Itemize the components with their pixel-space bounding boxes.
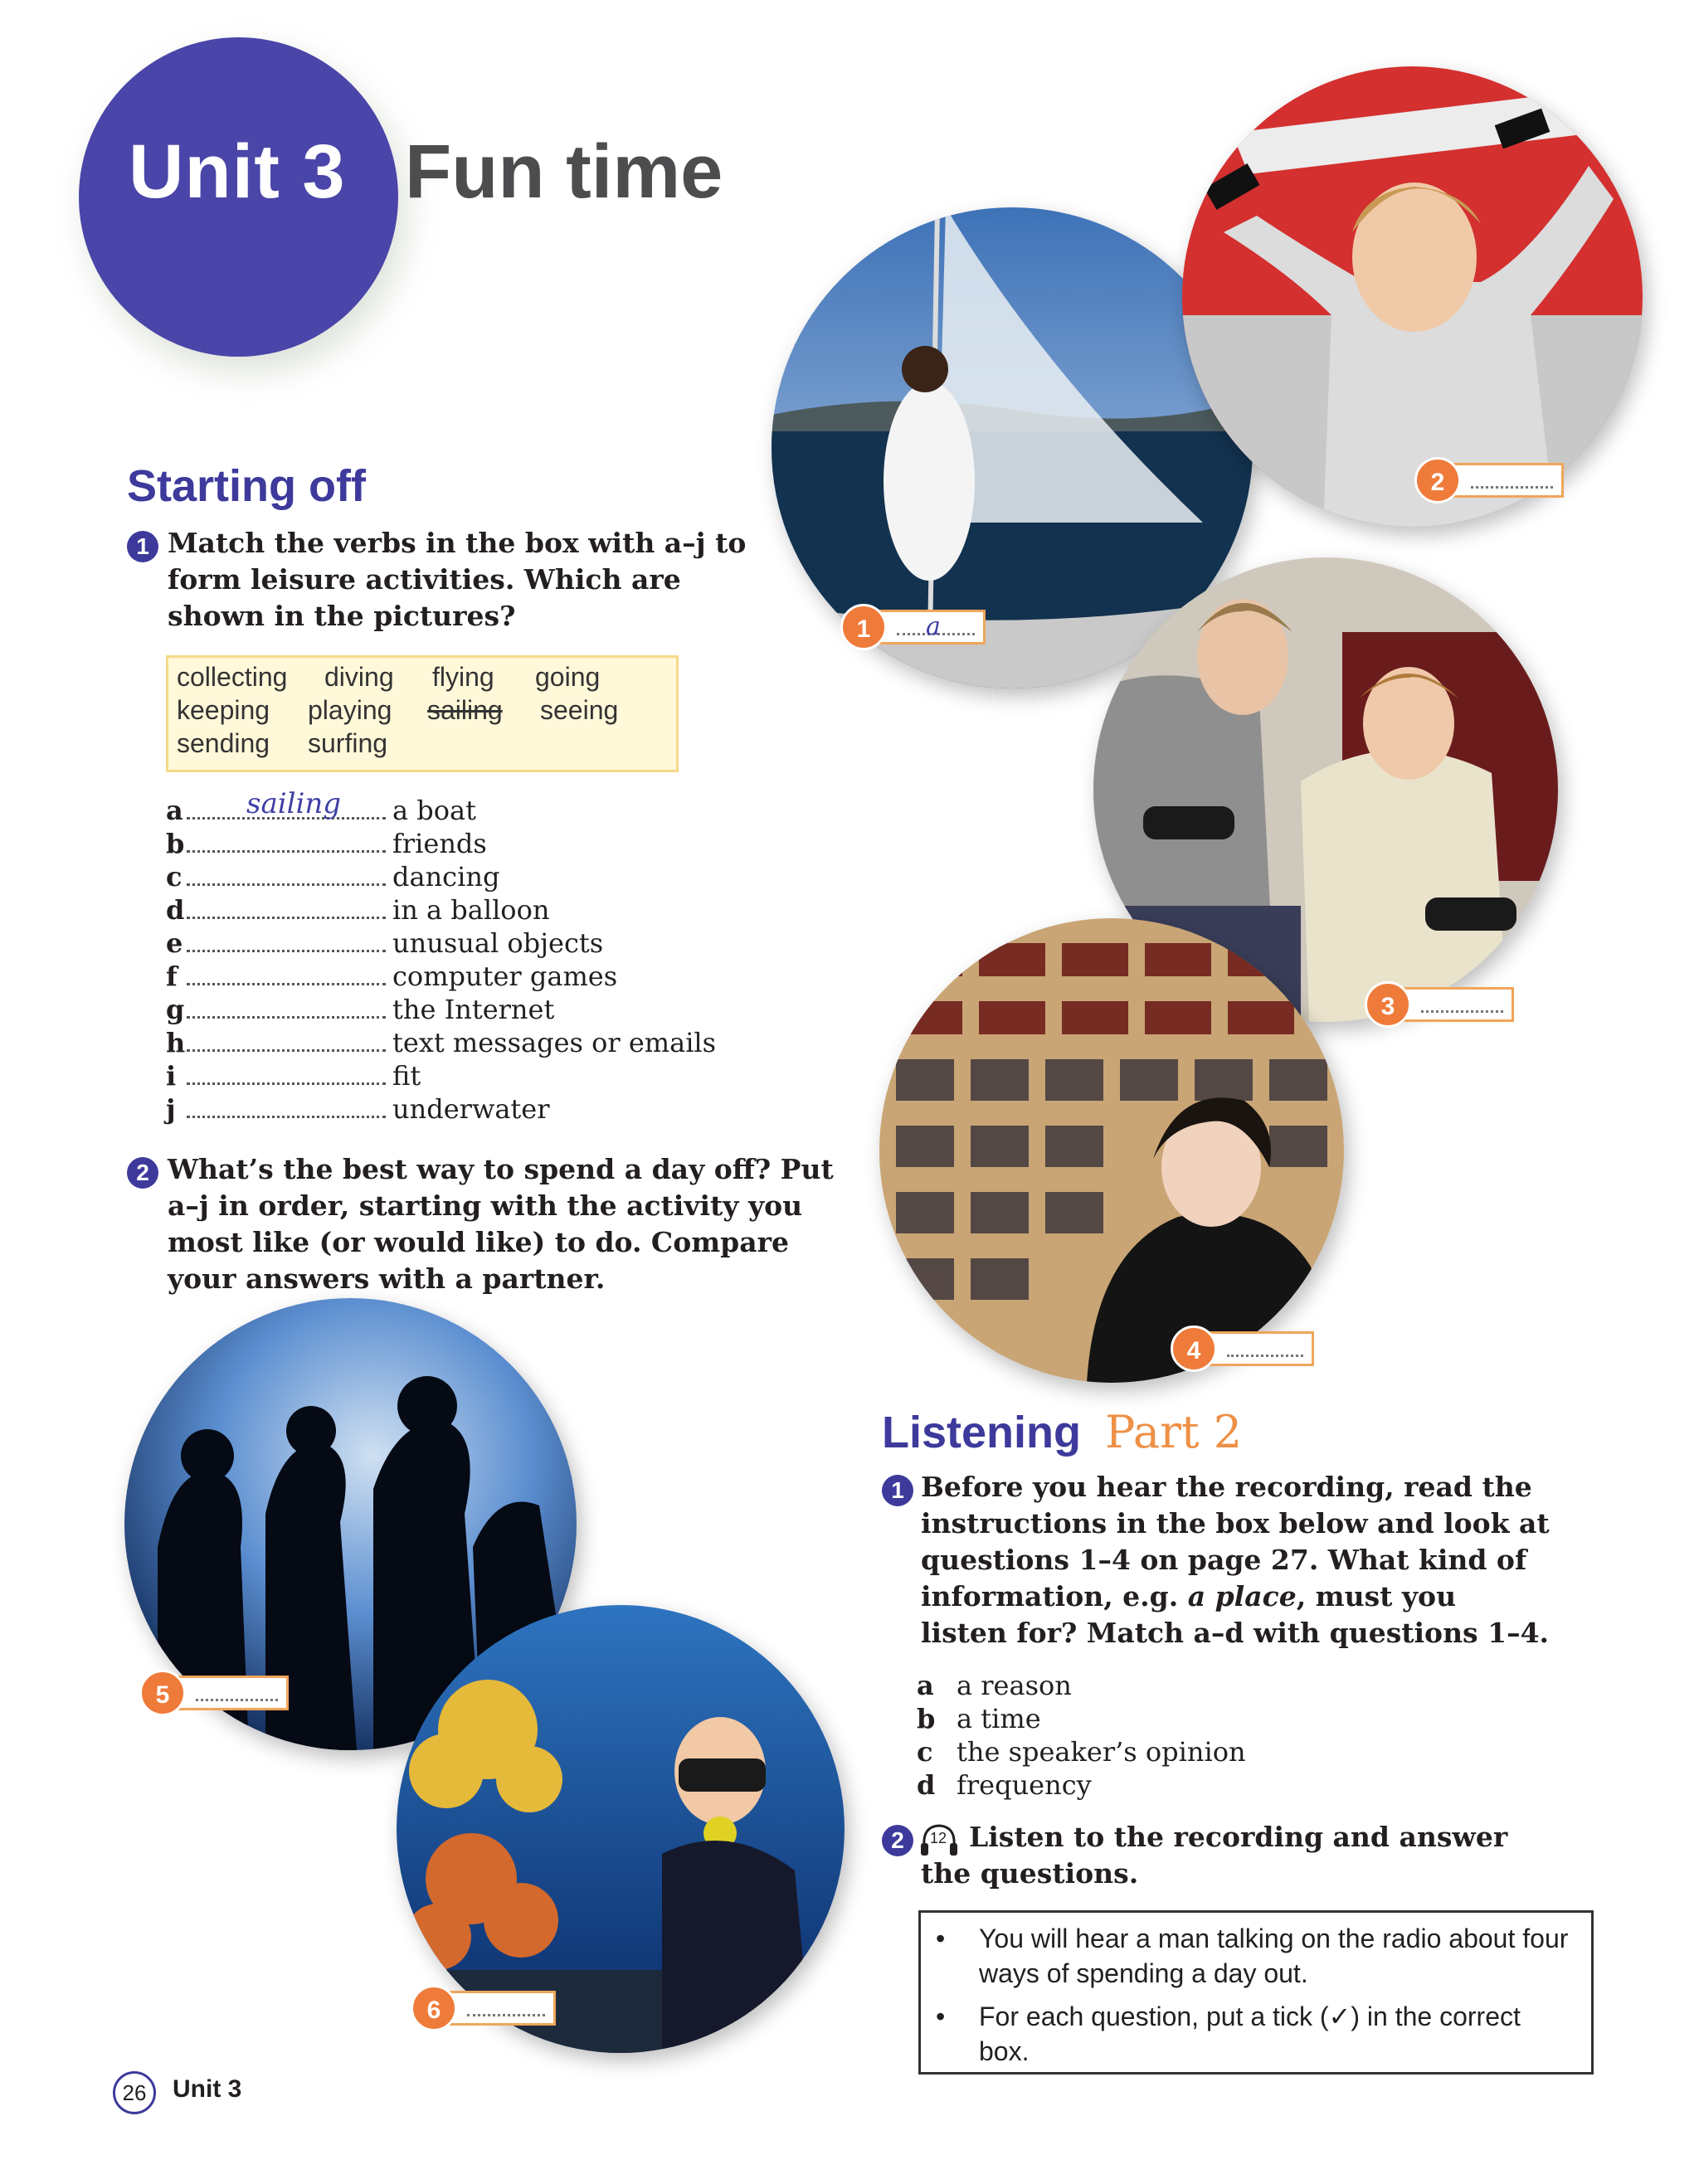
word-seeing: seeing bbox=[540, 695, 619, 725]
starting-off-heading: Starting off bbox=[127, 461, 366, 511]
exercise-2-number: 2 bbox=[127, 1157, 158, 1189]
page-number: 26 bbox=[113, 2071, 156, 2114]
match-item-h: h text messages or emails bbox=[166, 1027, 717, 1058]
word-collecting: collecting bbox=[177, 662, 288, 692]
answer-blank[interactable] bbox=[187, 862, 386, 886]
match-item-e: e unusual objects bbox=[166, 927, 604, 959]
answer-blank[interactable] bbox=[187, 895, 386, 919]
exercise-1-number: 1 bbox=[127, 531, 158, 562]
word-sailing-crossed: sailing bbox=[427, 695, 503, 725]
match-item-f: f computer games bbox=[166, 961, 618, 992]
match-item-j: j underwater bbox=[166, 1093, 550, 1125]
exercise-1-instruction: Match the verbs in the box with a–j to form leisure activities. Which are shown in the pictures? bbox=[168, 527, 747, 632]
word-surfing: surfing bbox=[308, 728, 388, 758]
photo-1-label[interactable]: 1 a bbox=[861, 610, 986, 644]
exercise-2-instruction: What’s the best way to spend a day off? Put a–j in order, starting with the activity you most like (or would like) to do. Compare your answers with a partner. bbox=[168, 1153, 834, 1295]
option-a: a a reason bbox=[917, 1670, 1072, 1701]
handwritten-answer: sailing bbox=[246, 787, 342, 820]
answer-blank[interactable] bbox=[187, 1028, 386, 1052]
word-box bbox=[166, 655, 679, 772]
listening-title: Listening bbox=[882, 1408, 1081, 1457]
footer-unit-label: Unit 3 bbox=[173, 2075, 242, 2103]
listening-exercise-2-number: 2 bbox=[882, 1825, 913, 1856]
photo-4-label[interactable]: 4 bbox=[1191, 1331, 1314, 1366]
match-item-a: a sailing a boat bbox=[166, 787, 476, 826]
word-sending: sending bbox=[177, 728, 270, 758]
unit-label: Unit 3 bbox=[129, 129, 346, 214]
answer-blank[interactable] bbox=[187, 1094, 386, 1118]
listening-exercise-2-instruction: Listen to the recording and answer the questions. bbox=[921, 1821, 1508, 1890]
answer-blank[interactable] bbox=[187, 995, 386, 1019]
match-item-g: g the Internet bbox=[166, 994, 555, 1025]
instruction-bullet: • For each question, put a tick (✓) in the correct box. bbox=[936, 2002, 1521, 2066]
word-keeping: keeping bbox=[177, 695, 270, 725]
match-item-b: b friends bbox=[166, 828, 487, 859]
word-playing: playing bbox=[308, 695, 392, 725]
match-item-d: d in a balloon bbox=[166, 894, 550, 926]
listening-exercise-1-instruction: Before you hear the recording, read the instructions in the box below and look at questions 1–4 on page 27. What kind of information, e.g. a place, must you listen for? Match a–d with questions 1–4. bbox=[921, 1471, 1550, 1649]
instruction-bullet: • You will hear a man talking on the radio about four ways of spending a day out. bbox=[936, 1924, 1569, 1988]
answer-blank[interactable] bbox=[187, 1061, 386, 1085]
option-b: b a time bbox=[917, 1703, 1041, 1734]
match-item-c: c dancing bbox=[166, 861, 500, 893]
unit-title: Fun time bbox=[405, 129, 723, 214]
option-c: c the speaker’s opinion bbox=[917, 1736, 1246, 1768]
photo-6-label[interactable]: 6 bbox=[431, 1991, 556, 2026]
word-flying: flying bbox=[432, 662, 494, 692]
match-item-i: i fit bbox=[166, 1060, 421, 1092]
photo-5-label[interactable]: 5 bbox=[160, 1676, 289, 1710]
listening-part: Part 2 bbox=[1105, 1406, 1243, 1458]
word-going: going bbox=[535, 662, 601, 692]
answer-blank[interactable] bbox=[187, 961, 386, 985]
answer-blank[interactable] bbox=[187, 829, 386, 853]
photo-collecting bbox=[879, 918, 1344, 1383]
photo-diving bbox=[397, 1605, 845, 2053]
word-diving: diving bbox=[324, 662, 394, 692]
photo-gym bbox=[1182, 66, 1643, 527]
listening-exercise-1-number: 1 bbox=[882, 1475, 913, 1506]
photo-3-label[interactable]: 3 bbox=[1385, 987, 1514, 1022]
photo-1-answer: a bbox=[926, 612, 941, 641]
instructions-box bbox=[918, 1910, 1594, 2075]
option-d: d frequency bbox=[917, 1769, 1092, 1801]
track-number: 12 bbox=[930, 1830, 947, 1846]
photo-2-label[interactable]: 2 bbox=[1435, 463, 1564, 498]
listening-heading bbox=[882, 1406, 1242, 1458]
answer-blank[interactable] bbox=[187, 928, 386, 952]
